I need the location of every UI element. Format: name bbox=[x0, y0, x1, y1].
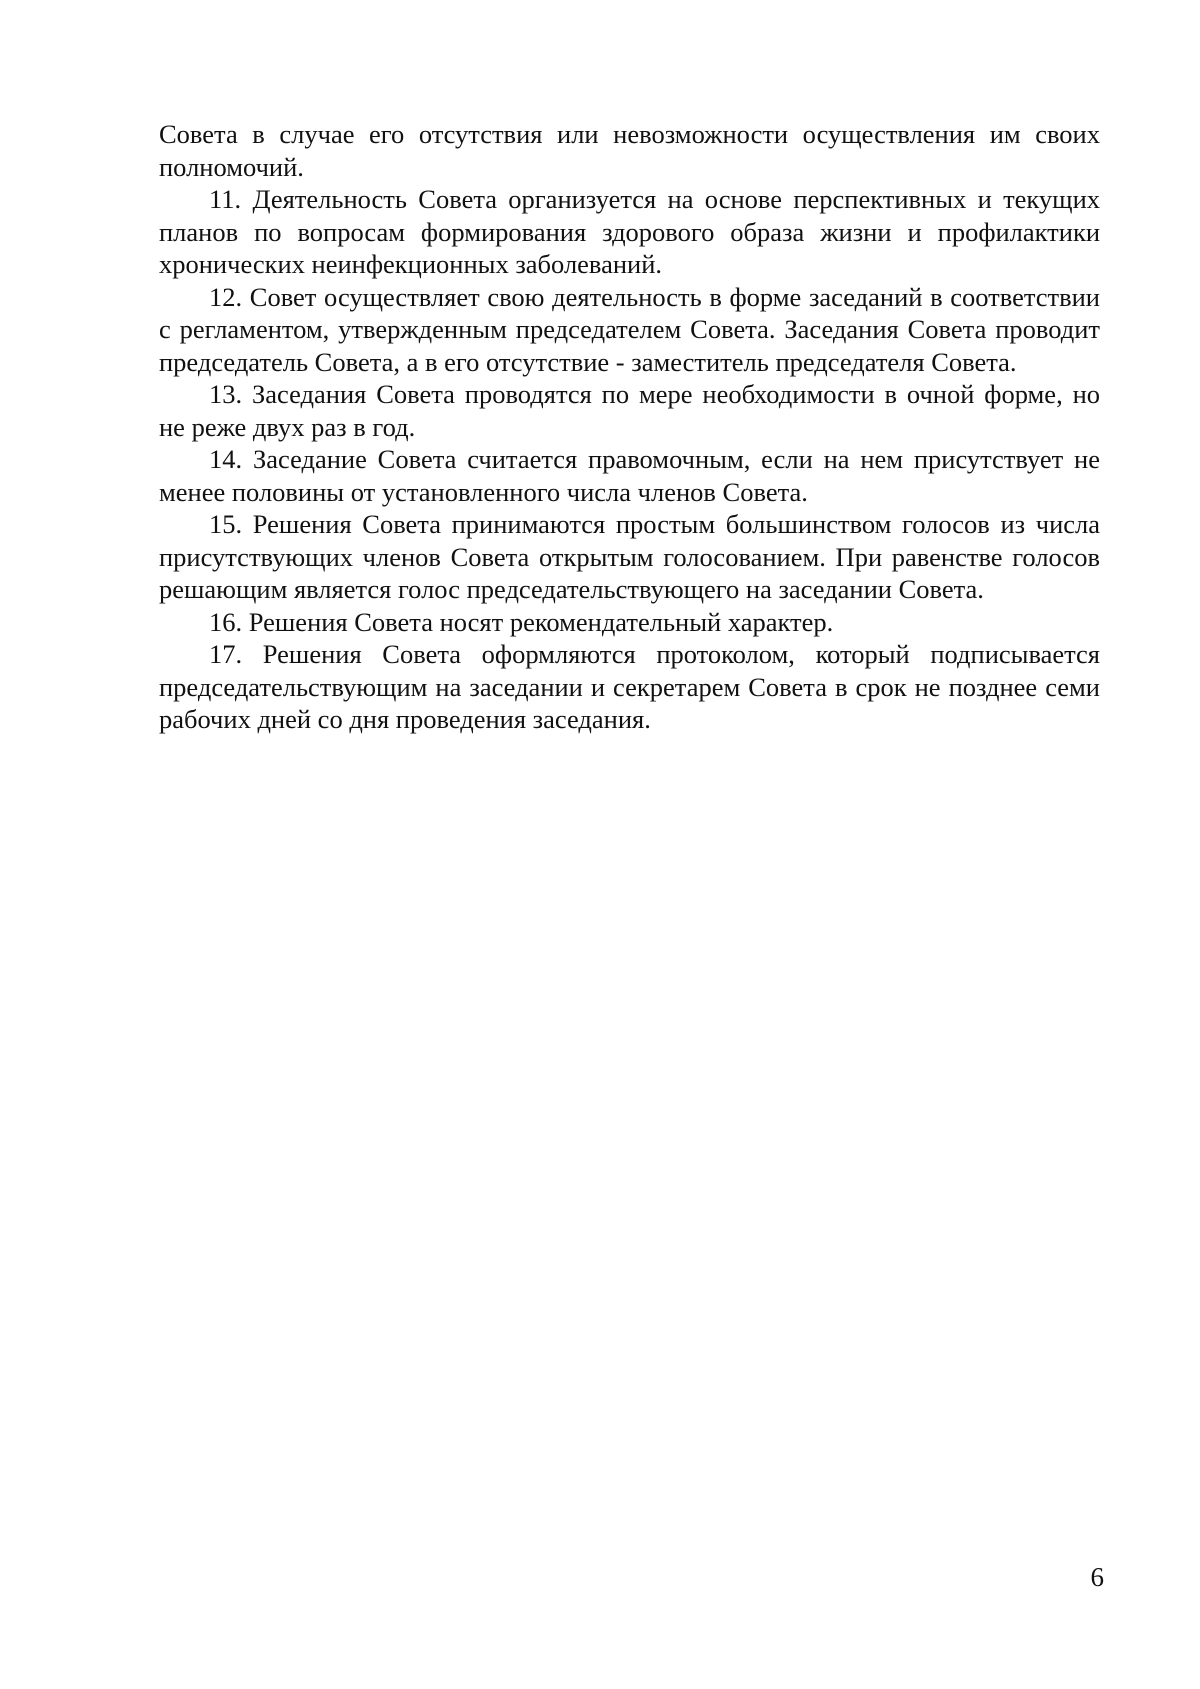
paragraph-item-17: 17. Решения Совета оформляются протоколом, который подписывается председательствующим на заседании и секретарем Совета в срок не позднее семи рабочих дней со дня проведения заседания. bbox=[159, 639, 1100, 734]
paragraph-item-14: 14. Заседание Совета считается правомочным, если на нем присутствует не менее половины от установленного числа членов Совета. bbox=[159, 444, 1100, 507]
page-number: 6 bbox=[1090, 1562, 1104, 1592]
document-body bbox=[159, 118, 1100, 736]
paragraph-continuation: Совета в случае его отсутствия или невозможности осуществления им своих полномочий. bbox=[159, 119, 1100, 182]
paragraph-item-11: 11. Деятельность Совета организуется на основе перспективных и текущих планов по вопросам формирования здорового образа жизни и профилактики хронических неинфекционных заболеваний. bbox=[159, 184, 1100, 279]
paragraph-item-16: 16. Решения Совета носят рекомендательный характер. bbox=[209, 606, 834, 637]
paragraph-item-12: 12. Совет осуществляет свою деятельность в форме заседаний в соответствии с регламентом, утвержденным председателем Совета. Заседания Совета проводит председатель Совета, а в его отсутствие - заместитель председателя Совета. bbox=[159, 281, 1100, 377]
paragraph-item-13: 13. Заседания Совета проводятся по мере необходимости в очной форме, но не реже двух раз в год. bbox=[159, 379, 1100, 442]
paragraph-item-15: 15. Решения Совета принимаются простым большинством голосов из числа присутствующих членов Совета открытым голосованием. При равенстве голосов решающим является голос председательствующего на заседании Совета. bbox=[159, 509, 1100, 604]
